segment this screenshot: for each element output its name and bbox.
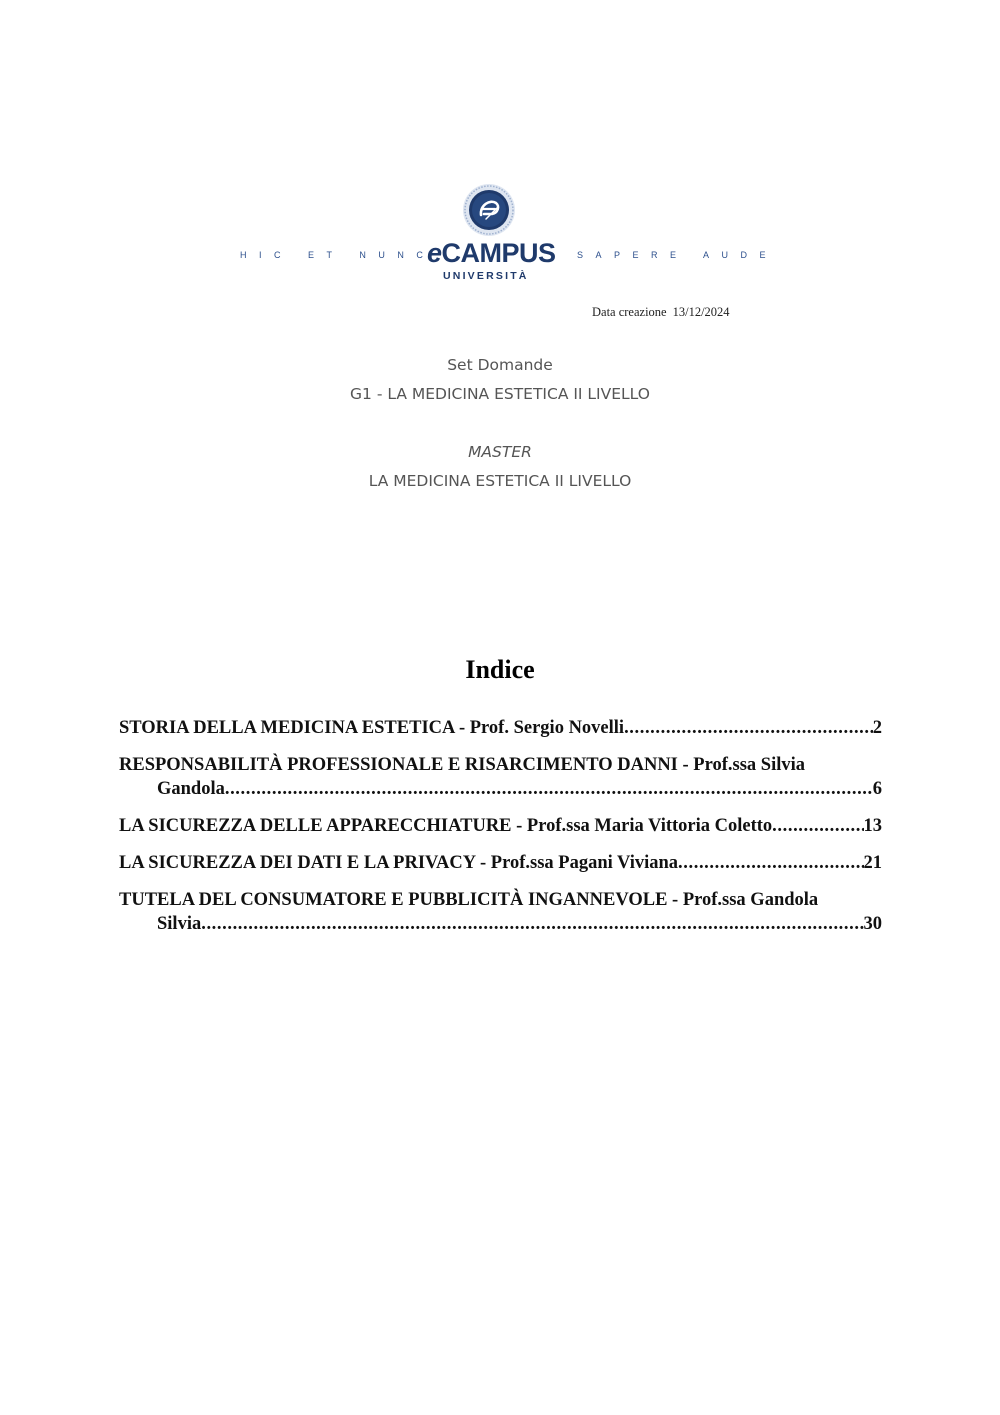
toc-entry[interactable] bbox=[119, 814, 882, 838]
brand-subtitle: UNIVERSITÀ bbox=[443, 270, 529, 282]
set-label: Set Domande bbox=[447, 356, 553, 374]
toc-entry-title: LA SICUREZZA DEI DATI E LA PRIVACY - Prof.ssa Pagani Viviana bbox=[119, 853, 679, 873]
motto-left: HIC ET NUNC bbox=[240, 250, 436, 260]
toc-leader-dots bbox=[772, 814, 863, 838]
toc-entry-page: 13 bbox=[863, 816, 882, 836]
table-of-contents bbox=[119, 716, 882, 949]
toc-entry-title: STORIA DELLA MEDICINA ESTETICA - Prof. Sergio Novelli bbox=[119, 718, 625, 738]
toc-entry-title-cont: Gandola bbox=[157, 779, 225, 799]
toc-entry[interactable] bbox=[119, 851, 882, 875]
toc-leader-dots bbox=[225, 777, 873, 801]
toc-leader-dots bbox=[624, 716, 873, 740]
toc-entry-title-cont: Silvia bbox=[157, 914, 202, 934]
toc-entry-page: 6 bbox=[872, 779, 882, 799]
toc-leader-dots bbox=[678, 851, 863, 875]
creation-date-line bbox=[592, 305, 730, 320]
brand-campus: CAMPUS bbox=[441, 238, 556, 268]
creation-date: 13/12/2024 bbox=[672, 305, 730, 319]
toc-entry-title: LA SICUREZZA DELLE APPARECCHIATURE - Prof.ssa Maria Vittoria Coletto bbox=[119, 816, 773, 836]
brand-e: e bbox=[427, 238, 442, 268]
toc-entry[interactable] bbox=[119, 888, 882, 936]
toc-entry-title: TUTELA DEL CONSUMATORE E PUBBLICITÀ INGANNEVOLE - Prof.ssa Gandola bbox=[119, 890, 819, 910]
toc-leader-dots bbox=[201, 912, 863, 936]
set-title: G1 - LA MEDICINA ESTETICA II LIVELLO bbox=[350, 385, 650, 403]
university-seal-icon bbox=[462, 183, 516, 237]
toc-entry[interactable] bbox=[119, 716, 882, 740]
toc-entry-page: 21 bbox=[863, 853, 882, 873]
toc-entry-page: 30 bbox=[863, 914, 882, 934]
toc-entry-title: RESPONSABILITÀ PROFESSIONALE E RISARCIMENTO DANNI - Prof.ssa Silvia bbox=[119, 755, 805, 775]
index-title: Indice bbox=[465, 655, 535, 684]
motto-right: SAPERE AUDE bbox=[577, 250, 779, 260]
toc-entry-page: 2 bbox=[872, 718, 882, 738]
brand-name bbox=[427, 238, 556, 269]
university-logo bbox=[0, 180, 1000, 290]
creation-label: Data creazione bbox=[592, 305, 667, 319]
program-type: MASTER bbox=[468, 443, 532, 461]
course-name: LA MEDICINA ESTETICA II LIVELLO bbox=[368, 472, 632, 490]
toc-entry[interactable] bbox=[119, 753, 882, 801]
